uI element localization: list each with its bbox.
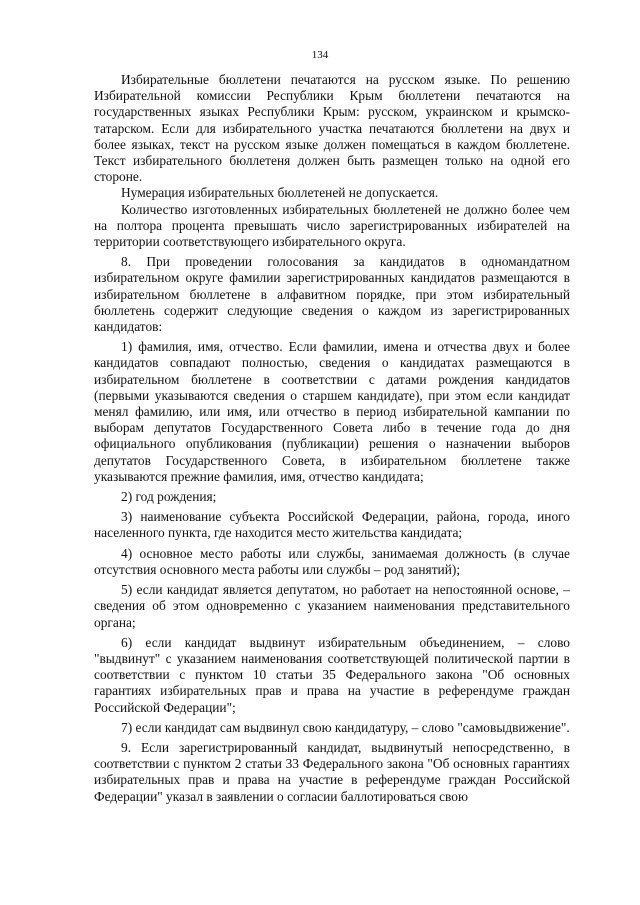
paragraph-subitem-7: 7) если кандидат сам выдвинул свою кандидатуру, – слово "самовыдвижение". [121,719,570,735]
paragraph-subitem-5: 5) если кандидат является депутатом, но работает на непостоянной основе, – сведения об этом одновременно с указанием наименования представительного органа; [94,582,570,630]
paragraph-ballot-languages: Избирательные бюллетени печатаются на русском языке. По решению Избирательной комиссии Республики Крым бюллетени печатаются на государственных языках Республики Крым: русском, украинском и крымско-татарском. Если для избирательного участка печатаются бюллетени на двух и более языках, текст на русском языке должен помещаться в каждом бюллетене. Текст избирательного бюллетеня должен быть размещен только на одной его стороне. [94,72,570,185]
paragraph-ballot-quantity: Количество изготовленных избирательных бюллетеней не должно более чем на полтора процента превышать число зарегистрированных избирателей на территории соответствующего избирательного округа. [94,201,570,250]
document-body [94,72,570,805]
paragraph-subitem-3: 3) наименование субъекта Российской Федерации, района, города, иного населенного пункта, где находится место жительства кандидата; [94,509,570,541]
paragraph-subitem-1: 1) фамилия, имя, отчество. Если фамилии, имена и отчества двух и более кандидатов совпадают полностью, сведения о кандидатах размещаются в избирательном бюллетене в соответствии с датами рождения кандидатов (первыми указываются сведения о старшем кандидате), при этом если кандидат менял фамилию, или имя, или отчество в период избирательной кампании по выборам депутатов Государственного Совета либо в течение года до дня официального опубликования (публикации) решения о назначении выборов депутатов Государственного Совета, в избирательном бюллетене также указываются прежние фамилия, имя, отчество кандидата; [94,339,570,484]
paragraph-item-8: 8. При проведении голосования за кандидатов в одномандатном избирательном округе фамилии зарегистрированных кандидатов размещаются в избирательном бюллетене в алфавитном порядке, при этом избирательный бюллетень содержит следующие сведения о каждом из зарегистрированных кандидатов: [94,254,570,335]
paragraph-subitem-6: 6) если кандидат выдвинут избирательным объединением, – слово "выдвинут" с указанием наименования соответствующей политической партии в соответствии с пунктом 10 статьи 35 Федерального закона "Об основных гарантиях избирательных прав и права на участие в референдуме граждан Российской Федерации"; [94,634,570,715]
page-number: 134 [311,49,329,61]
paragraph-ballot-numbering: Нумерация избирательных бюллетеней не допускается. [121,185,439,201]
paragraph-subitem-2: 2) год рождения; [121,489,217,505]
paragraph-subitem-4: 4) основное место работы или службы, занимаемая должность (в случае отсутствия основного места работы или службы – род занятий); [94,545,570,577]
paragraph-item-9: 9. Если зарегистрированный кандидат, выдвинутый непосредственно, в соответствии с пунктом 2 статьи 33 Федерального закона "Об основных гарантиях избирательных прав и права на участие в референдуме граждан Российской Федерации" указал в заявлении о согласии баллотироваться свою [94,739,570,804]
